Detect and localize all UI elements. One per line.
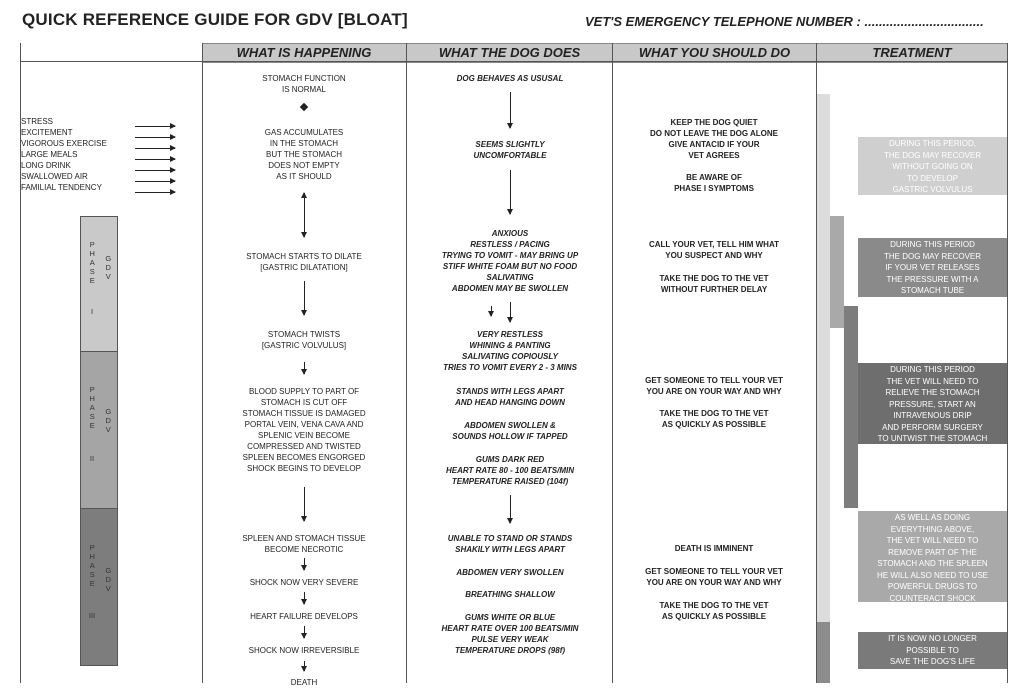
dog-2: SEEMS SLIGHTLY UNCOMFORTABLE [473, 140, 547, 160]
dog-4: VERY RESTLESS WHINING & PANTING SALIVATING COPIOUSLY TRIES TO VOMIT EVERY 2 - 3 MINS [443, 330, 577, 372]
timeline-bar [844, 306, 858, 508]
causes-list [21, 116, 107, 193]
header-todo: WHAT YOU SHOULD DO [613, 43, 816, 63]
down-arrow-icon [510, 302, 511, 322]
happening-6: SPLEEN AND STOMACH TISSUE BECOME NECROTIC [242, 534, 366, 554]
down-arrow-icon [304, 661, 305, 671]
timeline-bar [830, 216, 844, 328]
column-divider [612, 43, 613, 683]
happening-5: BLOOD SUPPLY TO PART OF STOMACH IS CUT OFF STOMACH TISSUE IS DAMAGED PORTAL VEIN, VENA CAVA AND SPLENIC VEIN BECOME COMPRESSED AND TWISTED SPLEEN BECOMES ENGORGED SHOCK BEGINS TO DEVELOP [242, 387, 366, 473]
phase-2-word: PHASE [87, 385, 97, 430]
double-arrow-icon [304, 193, 305, 237]
todo-3: CALL YOUR VET, TELL HIM WHAT YOU SUSPECT AND WHY [648, 240, 780, 260]
dog-11: GUMS WHITE OR BLUE HEART RATE OVER 100 BEATS/MIN PULSE VERY WEAK TEMPERATURE DROPS (98f) [441, 613, 579, 655]
phase-2-number: II [89, 454, 95, 463]
right-arrow-icon [135, 126, 175, 127]
happening-9: SHOCK NOW IRREVERSIBLE [248, 646, 360, 655]
dog-10: BREATHING SHALLOW [465, 590, 555, 599]
header-rule [20, 61, 1007, 62]
happening-2: GAS ACCUMULATES IN THE STOMACH BUT THE STOMACH DOES NOT EMPTY AS IT SHOULD [264, 128, 344, 181]
happening-10: DEATH [290, 678, 318, 687]
phase-1-gdv: GDV [103, 254, 113, 281]
down-arrow-icon [510, 170, 511, 214]
down-arrow-icon [491, 306, 492, 316]
right-arrow-icon [135, 159, 175, 160]
timeline-bar [817, 622, 830, 683]
column-divider [202, 43, 203, 683]
happening-8: HEART FAILURE DEVELOPS [250, 612, 358, 621]
dog-9: ABDOMEN VERY SWOLLEN [456, 568, 564, 577]
cause-item: STRESS [21, 117, 54, 126]
vet-phone-label: VET'S EMERGENCY TELEPHONE NUMBER : ................................. [585, 14, 984, 29]
phase-1-number: I [90, 307, 94, 316]
diamond-icon [300, 103, 308, 111]
dog-7: GUMS DARK RED HEART RATE 80 - 100 BEATS/MIN TEMPERATURE RAISED (104f) [445, 455, 575, 486]
todo-9: TAKE THE DOG TO THE VET AS QUICKLY AS POSSIBLE [659, 601, 769, 621]
cause-item: VIGOROUS EXERCISE [21, 139, 107, 148]
column-divider [1007, 43, 1008, 683]
dog-1: DOG BEHAVES AS USUSAL [456, 74, 564, 83]
right-arrow-icon [135, 192, 175, 193]
cause-item: FAMILIAL TENDENCY [21, 183, 102, 192]
header-treatment: TREATMENT [817, 43, 1007, 63]
down-arrow-icon [304, 362, 305, 374]
down-arrow-icon [510, 92, 511, 128]
treatment-2: DURING THIS PERIOD THE DOG MAY RECOVER IF YOUR VET RELEASES THE PRESSURE WITH A STOMACH TUBE [858, 238, 1007, 297]
todo-6: TAKE THE DOG TO THE VET AS QUICKLY AS POSSIBLE [659, 409, 769, 429]
down-arrow-icon [304, 626, 305, 638]
happening-1: STOMACH FUNCTION IS NORMAL [262, 74, 346, 94]
todo-2: BE AWARE OF PHASE I SYMPTOMS [674, 173, 754, 193]
phase-3-number: III [88, 611, 96, 620]
cause-item: SWALLOWED AIR [21, 172, 88, 181]
dog-8: UNABLE TO STAND OR STANDS SHAKILY WITH LEGS APART [447, 534, 573, 554]
down-arrow-icon [304, 487, 305, 521]
cause-item: LONG DRINK [21, 161, 71, 170]
happening-7: SHOCK NOW VERY SEVERE [249, 578, 359, 587]
down-arrow-icon [510, 495, 511, 523]
treatment-1: DURING THIS PERIOD, THE DOG MAY RECOVER WITHOUT GOING ON TO DEVELOP GASTRIC VOLVULUS [858, 137, 1007, 195]
phase-3-word: PHASE [87, 543, 97, 588]
down-arrow-icon [304, 558, 305, 570]
happening-4: STOMACH TWISTS [GASTRIC VOLVULUS] [261, 330, 347, 350]
right-arrow-icon [135, 181, 175, 182]
page-title: QUICK REFERENCE GUIDE FOR GDV [BLOAT] [22, 10, 408, 29]
dog-5: STANDS WITH LEGS APART AND HEAD HANGING DOWN [455, 387, 565, 407]
phase-2-gdv: GDV [103, 407, 113, 434]
todo-7: DEATH IS IMMINENT [674, 544, 754, 553]
column-divider [406, 43, 407, 683]
todo-4: TAKE THE DOG TO THE VET WITHOUT FURTHER DELAY [659, 274, 769, 294]
right-arrow-icon [135, 148, 175, 149]
right-arrow-icon [135, 137, 175, 138]
treatment-5: IT IS NOW NO LONGER POSSIBLE TO SAVE THE DOG'S LIFE [858, 632, 1007, 669]
phase-3-gdv: GDV [103, 566, 113, 593]
todo-1: KEEP THE DOG QUIET DO NOT LEAVE THE DOG ALONE GIVE ANTACID IF YOUR VET AGREES [649, 118, 778, 160]
dog-6: ABDOMEN SWOLLEN & SOUNDS HOLLOW IF TAPPED [452, 421, 568, 441]
phase-1-word: PHASE [87, 240, 97, 285]
cause-item: EXCITEMENT [21, 128, 73, 137]
treatment-4: AS WELL AS DOING EVERYTHING ABOVE, THE VET WILL NEED TO REMOVE PART OF THE STOMACH AND THE SPLEEN HE WILL ALSO NEED TO USE POWERFUL DRUGS TO COUNTERACT SHOCK [858, 511, 1007, 602]
down-arrow-icon [304, 592, 305, 604]
timeline-bar [817, 94, 830, 683]
dog-3: ANXIOUS RESTLESS / PACING TRYING TO VOMIT - MAY BRING UP STIFF WHITE FOAM BUT NO FOOD SALIVATING ABDOMEN MAY BE SWOLLEN [441, 229, 579, 293]
cause-item: LARGE MEALS [21, 150, 78, 159]
down-arrow-icon [304, 281, 305, 315]
happening-3: STOMACH STARTS TO DILATE [GASTRIC DILATATION] [246, 252, 362, 272]
todo-5: GET SOMEONE TO TELL YOUR VET YOU ARE ON YOUR WAY AND WHY [645, 376, 783, 396]
treatment-3: DURING THIS PERIOD THE VET WILL NEED TO RELIEVE THE STOMACH PRESSURE, START AN INTRAVENOUS DRIP AND PERFORM SURGERY TO UNTWIST THE STOMACH [858, 363, 1007, 444]
right-arrow-icon [135, 170, 175, 171]
todo-8: GET SOMEONE TO TELL YOUR VET YOU ARE ON YOUR WAY AND WHY [645, 567, 783, 587]
header-dog: WHAT THE DOG DOES [407, 43, 612, 63]
header-happening: WHAT IS HAPPENING [202, 43, 406, 63]
